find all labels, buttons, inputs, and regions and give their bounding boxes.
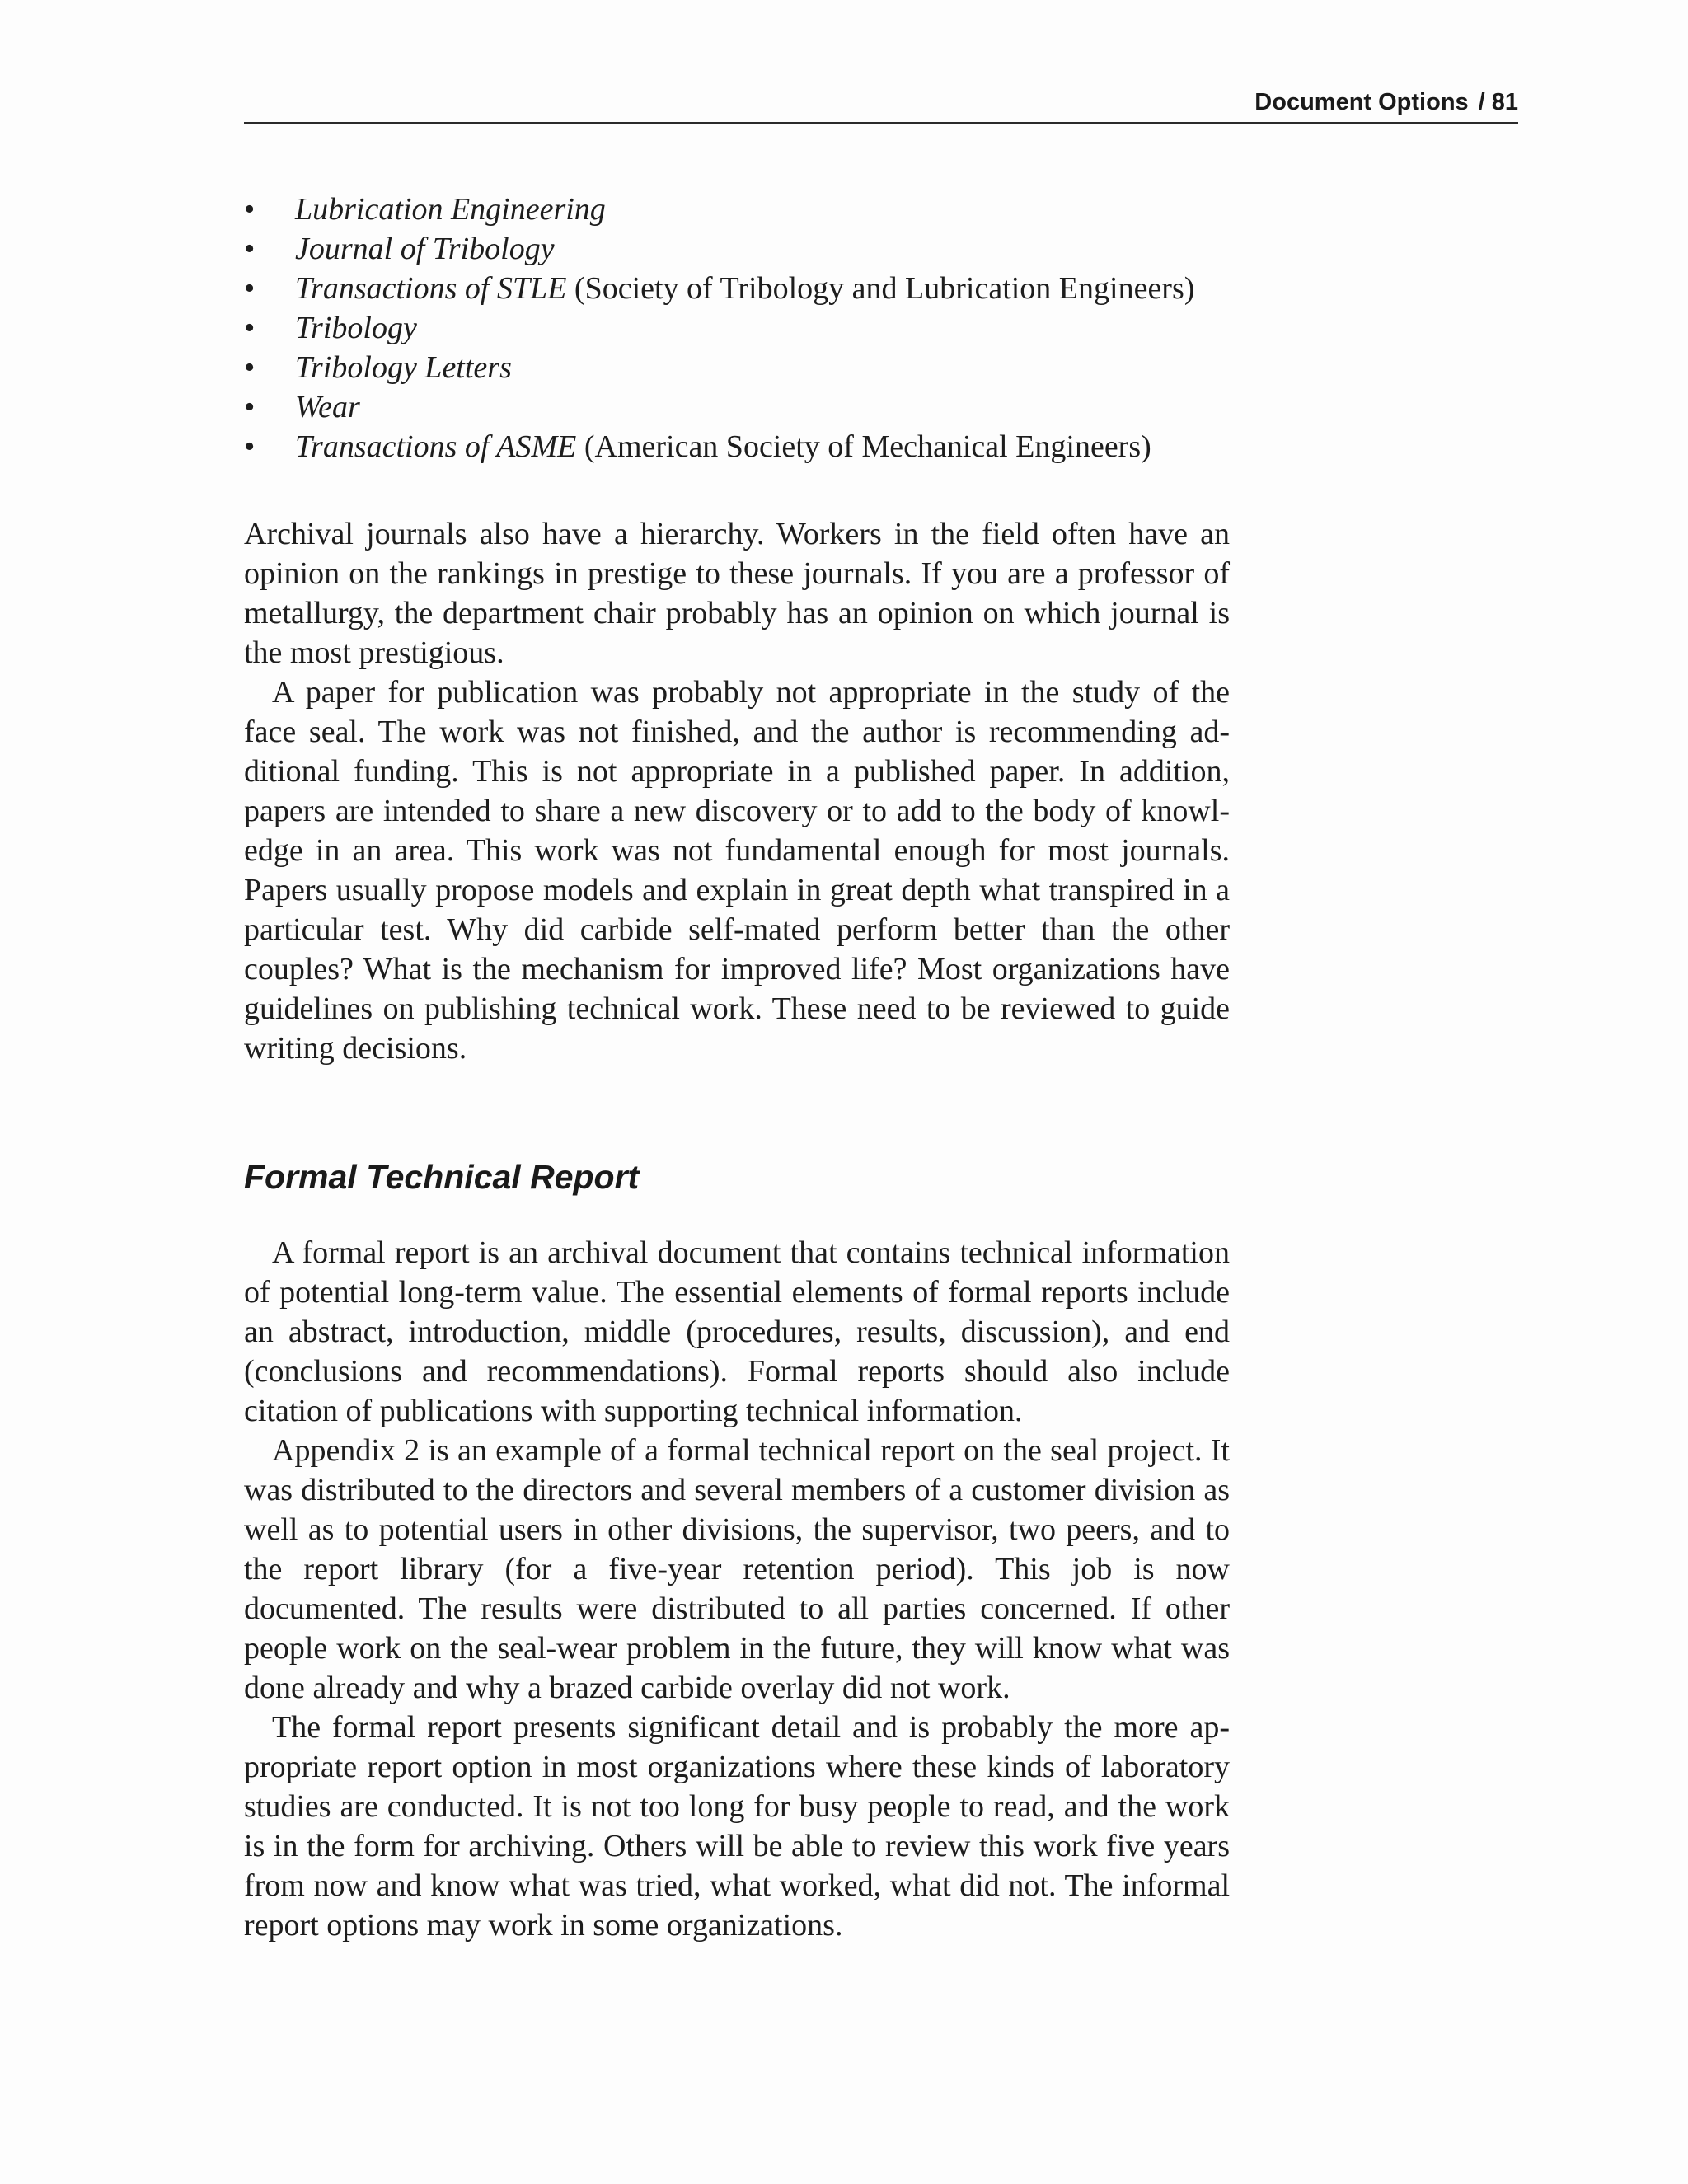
running-header-separator: / xyxy=(1478,89,1485,115)
running-header xyxy=(244,82,1518,124)
bullet-icon: • xyxy=(244,232,256,266)
body-paragraph: Archival journals also have a hierarchy. Workers in the field often have an opinion on the rankings in prestige to these journals. If you are a professor of metallurgy, the department chair probably has an opinion on which journal is the most prestigious. xyxy=(244,517,1230,670)
journal-title: Transactions of STLE xyxy=(295,271,567,306)
body-paragraph: A paper for publication was probably not appropriate in the study of the face seal. The work was not finished, and the author is recommending additional funding. This is not appropriate in a published paper. In addition, papers are intended to share a new discovery or to add to the body of knowledge in an area. This work was not fundamental enough for most journals. Papers usually propose models and explain in great depth what transpired in a particular test. Why did carbide self-mated perform better than the other couples? What is the mechanism for improved life? Most organizations have guidelines on publishing technical work. These need to be reviewed to guide writing decisions. xyxy=(244,675,1230,1066)
body-paragraph: Appendix 2 is an example of a formal technical report on the seal project. It was distributed to the directors and several members of a customer division as well as to potential users in other divisions, the supervisor, two peers, and to the report library (for a five-year retention period). This job is now documented. The results were distributed to all parties concerned. If other people work on the seal-wear problem in the future, they will know what was done already and why a brazed carbide overlay did not work. xyxy=(244,1433,1230,1705)
page-body xyxy=(244,190,1230,1945)
bullet-icon: • xyxy=(244,350,256,385)
bullet-icon: • xyxy=(244,390,256,424)
journal-note: (American Society of Mechanical Engineers) xyxy=(576,429,1151,464)
journal-title: Journal of Tribology xyxy=(295,232,555,266)
section-heading: Formal Technical Report xyxy=(244,1158,640,1196)
bullet-icon: • xyxy=(244,429,256,464)
list-item xyxy=(244,308,1230,348)
list-item xyxy=(244,269,1230,308)
running-header-title: Document Options xyxy=(1254,89,1469,115)
list-item xyxy=(244,427,1230,466)
bullet-icon: • xyxy=(244,192,256,227)
section-body xyxy=(244,1233,1230,1945)
journal-title: Wear xyxy=(295,390,360,424)
list-item xyxy=(244,229,1230,269)
list-item xyxy=(244,190,1230,229)
journal-discussion xyxy=(244,514,1230,1068)
journal-note: (Society of Tribology and Lubrication Engineers) xyxy=(566,271,1195,306)
journal-list xyxy=(244,190,1230,466)
journal-title: Transactions of ASME xyxy=(295,429,577,464)
journal-title: Lubrication Engineering xyxy=(295,192,606,227)
list-item xyxy=(244,348,1230,387)
bullet-icon: • xyxy=(244,311,256,345)
journal-title: Tribology Letters xyxy=(295,350,512,385)
body-paragraph: A formal report is an archival document that contains technical information of potential long-term value. The essential elements of formal reports include an abstract, introduction, middle (procedures, results, discussion), and end (conclusions and recommendations). Formal reports should also include citation of publications with supporting technical information. xyxy=(244,1235,1230,1428)
journal-title: Tribology xyxy=(295,311,417,345)
body-paragraph: The formal report presents significant detail and is probably the more appropriate report option in most organizations where these kinds of laboratory studies are conducted. It is not too long for busy people to read, and the work is in the form for archiving. Others will be able to review this work five years from now and know what was tried, what worked, what did not. The informal report options may work in some organizations. xyxy=(244,1710,1230,1943)
bullet-icon: • xyxy=(244,271,256,306)
list-item xyxy=(244,387,1230,427)
page-number: 81 xyxy=(1491,89,1518,115)
